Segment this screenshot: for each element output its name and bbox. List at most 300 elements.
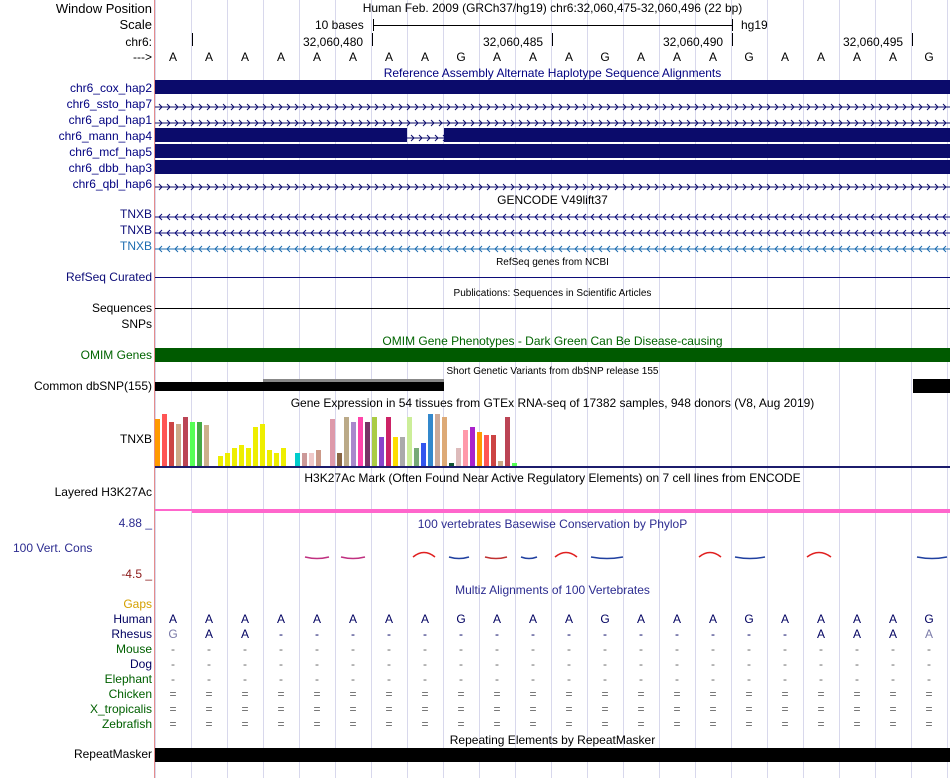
hap-bar-chr6-dbb-hap3[interactable] <box>155 160 950 174</box>
maf-base-human: A <box>348 612 357 626</box>
gene-label-tnxb-1[interactable]: TNXB <box>119 207 152 221</box>
maf-base-human: A <box>204 612 213 626</box>
maf-base-human: A <box>420 612 429 626</box>
gtex-tissue-bar[interactable] <box>183 417 188 466</box>
phylop-score-mark <box>413 553 435 558</box>
gtex-tissue-bar[interactable] <box>204 425 209 466</box>
maf-base-human: G <box>924 612 934 626</box>
title-h3k27ac: H3K27Ac Mark (Often Found Near Active Regulatory Elements) on 7 cell lines from ENCODE <box>304 471 801 485</box>
gtex-tissue-bar[interactable] <box>421 443 426 466</box>
maf-base-mouse: - <box>459 642 463 656</box>
gtex-tissue-bar[interactable] <box>414 448 419 466</box>
maf-base-rhesus: - <box>783 627 787 641</box>
maf-base-zebrafish: = <box>493 717 501 731</box>
maf-base-dog: - <box>603 657 607 671</box>
phylop-score-mark <box>807 553 831 558</box>
maf-base-x-tropicalis: = <box>385 702 393 716</box>
track-label-chr6-dbb-hap3[interactable]: chr6_dbb_hap3 <box>68 161 152 175</box>
hap-line-chr6-qbl-hap6[interactable] <box>155 180 950 188</box>
base-letter: A <box>852 50 861 64</box>
hap-line-chr6-ssto-hap7[interactable] <box>155 100 950 108</box>
phylop-score-mark <box>305 557 329 559</box>
maf-base-chicken: = <box>169 687 177 701</box>
maf-base-human: G <box>600 612 610 626</box>
maf-base-human: A <box>888 612 897 626</box>
hap-bar-chr6-cox-hap2[interactable] <box>155 80 950 94</box>
title-publications: Publications: Sequences in Scientific Articles <box>453 288 652 299</box>
maf-base-zebrafish: = <box>349 717 357 731</box>
hap-line-chr6-apd-hap1[interactable] <box>155 116 950 124</box>
maf-base-zebrafish: = <box>925 717 933 731</box>
maf-base-rhesus: - <box>459 627 463 641</box>
publications-line[interactable] <box>155 308 950 309</box>
gtex-tissue-bar[interactable] <box>428 414 433 466</box>
gencode-tnxb-2[interactable] <box>155 226 950 234</box>
maf-base-zebrafish: = <box>421 717 429 731</box>
gtex-tissue-bar[interactable] <box>260 424 265 466</box>
base-letter: G <box>924 50 934 64</box>
gtex-tissue-bar[interactable] <box>232 448 237 466</box>
gtex-bar-chart[interactable] <box>155 412 535 466</box>
maf-base-rhesus: A <box>924 627 933 641</box>
maf-base-dog: - <box>315 657 319 671</box>
gtex-tissue-bar[interactable] <box>316 450 321 466</box>
maf-label-zebrafish: Zebrafish <box>101 717 152 731</box>
base-letter: A <box>276 50 285 64</box>
maf-base-x-tropicalis: = <box>205 702 213 716</box>
maf-base-human: G <box>744 612 754 626</box>
track-label-100-vert-cons[interactable]: 100 Vert. Cons <box>13 541 93 555</box>
gtex-tissue-bar[interactable] <box>253 427 258 466</box>
maf-base-dog: - <box>207 657 211 671</box>
base-letter: A <box>780 50 789 64</box>
maf-base-mouse: - <box>351 642 355 656</box>
phylop-score-mark <box>555 553 577 558</box>
track-label-chr6-qbl-hap6[interactable]: chr6_qbl_hap6 <box>72 177 152 191</box>
gtex-tissue-bar[interactable] <box>218 456 223 466</box>
maf-base-rhesus: - <box>351 627 355 641</box>
maf-base-dog: - <box>783 657 787 671</box>
maf-base-human: A <box>276 612 285 626</box>
title-multiz: Multiz Alignments of 100 Vertebrates <box>455 583 650 597</box>
track-image[interactable] <box>155 0 950 778</box>
gtex-tissue-bar[interactable] <box>491 435 496 466</box>
maf-base-chicken: = <box>889 687 897 701</box>
phylop-score-mark <box>341 557 365 559</box>
maf-base-mouse: - <box>423 642 427 656</box>
gene-label-tnxb-3[interactable]: TNXB <box>119 239 152 253</box>
maf-base-zebrafish: = <box>709 717 717 731</box>
gtex-tissue-bar[interactable] <box>463 430 468 466</box>
title-refseq: RefSeq genes from NCBI <box>496 257 609 268</box>
maf-base-rhesus: - <box>639 627 643 641</box>
phylop-score-mark <box>591 557 623 559</box>
base-letter: A <box>816 50 825 64</box>
maf-base-human: A <box>708 612 717 626</box>
maf-base-x-tropicalis: = <box>529 702 537 716</box>
maf-label-human: Human <box>113 612 152 626</box>
ruler-tick <box>732 33 733 46</box>
maf-base-mouse: - <box>495 642 499 656</box>
title-phylop: 100 vertebrates Basewise Conservation by PhyloP <box>417 517 688 531</box>
maf-base-rhesus: - <box>675 627 679 641</box>
maf-base-dog: - <box>567 657 571 671</box>
gtex-tissue-bar[interactable] <box>274 453 279 466</box>
maf-base-rhesus: G <box>168 627 178 641</box>
maf-base-elephant: - <box>459 672 463 686</box>
maf-base-x-tropicalis: = <box>817 702 825 716</box>
maf-base-rhesus: - <box>531 627 535 641</box>
gtex-tissue-bar[interactable] <box>309 453 314 466</box>
phylop-score-mark <box>485 557 507 559</box>
gtex-tissue-bar[interactable] <box>400 437 405 466</box>
maf-base-dog: - <box>243 657 247 671</box>
gtex-tissue-bar[interactable] <box>393 437 398 466</box>
maf-base-zebrafish: = <box>565 717 573 731</box>
base-letter: A <box>564 50 573 64</box>
track-label-repeatmasker[interactable]: RepeatMasker <box>73 747 152 761</box>
maf-base-rhesus: - <box>387 627 391 641</box>
maf-base-dog: - <box>495 657 499 671</box>
maf-base-rhesus: A <box>888 627 897 641</box>
maf-base-dog: - <box>423 657 427 671</box>
gtex-tissue-bar[interactable] <box>197 422 202 466</box>
chrom-label: chr6: <box>125 35 152 49</box>
phylop-score-mark <box>917 557 947 559</box>
base-letter: A <box>672 50 681 64</box>
gtex-tissue-bar[interactable] <box>190 422 195 466</box>
hap-bar-chr6-mann-hap4-left[interactable] <box>155 128 407 142</box>
assembly-label: hg19 <box>741 18 768 32</box>
maf-base-elephant: - <box>603 672 607 686</box>
gtex-baseline <box>155 466 950 468</box>
title-omim: OMIM Gene Phenotypes - Dark Green Can Be Disease-causing <box>382 334 723 348</box>
maf-base-chicken: = <box>673 687 681 701</box>
maf-base-mouse: - <box>891 642 895 656</box>
maf-base-dog: - <box>279 657 283 671</box>
title-dbsnp: Short Genetic Variants from dbSNP release 155 <box>446 366 659 377</box>
maf-base-elephant: - <box>315 672 319 686</box>
maf-base-zebrafish: = <box>637 717 645 731</box>
gtex-tissue-bar[interactable] <box>456 448 461 466</box>
maf-base-dog: - <box>171 657 175 671</box>
gtex-tissue-bar[interactable] <box>379 437 384 466</box>
phylop-min-label: -4.5 _ <box>121 567 152 581</box>
base-letter: G <box>744 50 754 64</box>
maf-label-elephant: Elephant <box>104 672 152 686</box>
maf-base-zebrafish: = <box>277 717 285 731</box>
maf-base-elephant: - <box>243 672 247 686</box>
maf-base-rhesus: - <box>711 627 715 641</box>
track-label-chr6-ssto-hap7[interactable]: chr6_ssto_hap7 <box>66 97 152 111</box>
omim-gene-bar[interactable] <box>155 348 950 362</box>
maf-base-x-tropicalis: = <box>925 702 933 716</box>
scale-bar-left-tick <box>373 19 374 31</box>
repeatmasker-bar[interactable] <box>155 748 950 762</box>
maf-base-x-tropicalis: = <box>601 702 609 716</box>
maf-base-mouse: - <box>783 642 787 656</box>
maf-base-zebrafish: = <box>673 717 681 731</box>
maf-base-x-tropicalis: = <box>493 702 501 716</box>
gtex-tissue-bar[interactable] <box>239 445 244 466</box>
base-letter: A <box>384 50 393 64</box>
arrow-label: ---> <box>133 50 152 64</box>
maf-base-elephant: - <box>207 672 211 686</box>
maf-base-mouse: - <box>927 642 931 656</box>
base-letter: G <box>600 50 610 64</box>
maf-base-x-tropicalis: = <box>421 702 429 716</box>
phylop-score-mark <box>735 557 765 559</box>
track-label-layered-h3k27ac[interactable]: Layered H3K27Ac <box>54 485 152 499</box>
gtex-tissue-bar[interactable] <box>155 419 160 466</box>
gtex-tissue-bar[interactable] <box>295 453 300 466</box>
gtex-tissue-bar[interactable] <box>288 453 293 466</box>
base-letter: A <box>888 50 897 64</box>
track-label-refseq-curated[interactable]: RefSeq Curated <box>65 270 152 284</box>
ruler-tick-label: 32,060,480 <box>303 35 364 49</box>
maf-base-dog: - <box>927 657 931 671</box>
scale-bar-right-tick <box>732 19 733 31</box>
maf-base-human: A <box>312 612 321 626</box>
maf-label-dog: Dog <box>129 657 152 671</box>
h3k27ac-signal[interactable] <box>192 509 950 513</box>
base-letter: A <box>420 50 429 64</box>
maf-base-chicken: = <box>493 687 501 701</box>
ruler-tick-label: 32,060,490 <box>663 35 724 49</box>
track-label-omim-genes[interactable]: OMIM Genes <box>80 348 152 362</box>
maf-label-rhesus: Rhesus <box>111 627 152 641</box>
maf-base-chicken: = <box>241 687 249 701</box>
hap-bar-chr6-mann-hap4-right[interactable] <box>444 128 950 142</box>
maf-base-elephant: - <box>531 672 535 686</box>
maf-base-x-tropicalis: = <box>781 702 789 716</box>
maf-base-dog: - <box>819 657 823 671</box>
ruler-tick <box>912 33 913 46</box>
dbsnp-bar-right[interactable] <box>913 379 950 393</box>
maf-base-mouse: - <box>207 642 211 656</box>
title-gencode: GENCODE V49lift37 <box>497 193 608 207</box>
maf-base-chicken: = <box>205 687 213 701</box>
maf-base-chicken: = <box>745 687 753 701</box>
maf-base-elephant: - <box>891 672 895 686</box>
gtex-tissue-bar[interactable] <box>302 453 307 466</box>
gencode-tnxb-3[interactable] <box>155 242 950 250</box>
maf-base-elephant: - <box>783 672 787 686</box>
maf-base-zebrafish: = <box>313 717 321 731</box>
maf-base-dog: - <box>855 657 859 671</box>
maf-label-mouse: Mouse <box>115 642 152 656</box>
base-letter: A <box>528 50 537 64</box>
maf-base-x-tropicalis: = <box>349 702 357 716</box>
base-letter: A <box>708 50 717 64</box>
gtex-tissue-bar[interactable] <box>407 417 412 466</box>
maf-base-dog: - <box>459 657 463 671</box>
gtex-tissue-bar[interactable] <box>344 417 349 466</box>
maf-base-x-tropicalis: = <box>457 702 465 716</box>
track-label-chr6-cox-hap2[interactable]: chr6_cox_hap2 <box>69 81 152 95</box>
base-letter: A <box>492 50 501 64</box>
maf-base-chicken: = <box>565 687 573 701</box>
maf-base-zebrafish: = <box>169 717 177 731</box>
maf-base-rhesus: - <box>747 627 751 641</box>
maf-base-human: A <box>168 612 177 626</box>
track-label-chr6-mann-hap4[interactable]: chr6_mann_hap4 <box>58 129 152 143</box>
maf-base-mouse: - <box>387 642 391 656</box>
maf-base-elephant: - <box>387 672 391 686</box>
maf-base-chicken: = <box>385 687 393 701</box>
maf-base-elephant: - <box>819 672 823 686</box>
maf-base-human: A <box>384 612 393 626</box>
maf-base-x-tropicalis: = <box>277 702 285 716</box>
gtex-tissue-bar[interactable] <box>169 422 174 466</box>
maf-base-dog: - <box>711 657 715 671</box>
gtex-tissue-bar[interactable] <box>484 435 489 466</box>
dbsnp-variant-marker[interactable] <box>263 379 444 382</box>
maf-base-zebrafish: = <box>745 717 753 731</box>
maf-base-mouse: - <box>639 642 643 656</box>
gtex-tissue-bar[interactable] <box>281 448 286 466</box>
maf-base-mouse: - <box>243 642 247 656</box>
gtex-tissue-bar[interactable] <box>246 448 251 466</box>
dbsnp-bar-left[interactable] <box>155 382 444 391</box>
scale-bar <box>373 25 733 26</box>
gtex-tissue-bar[interactable] <box>505 417 510 466</box>
maf-base-dog: - <box>351 657 355 671</box>
maf-base-chicken: = <box>601 687 609 701</box>
gtex-tissue-bar[interactable] <box>365 422 370 466</box>
maf-base-mouse: - <box>855 642 859 656</box>
maf-base-dog: - <box>675 657 679 671</box>
maf-base-dog: - <box>747 657 751 671</box>
maf-base-x-tropicalis: = <box>565 702 573 716</box>
base-letter: A <box>168 50 177 64</box>
title-repeatmasker: Repeating Elements by RepeatMasker <box>449 733 656 747</box>
hap-bar-chr6-mcf-hap5[interactable] <box>155 144 950 158</box>
gene-label-tnxb-2[interactable]: TNXB <box>119 223 152 237</box>
title-alt-haplotypes: Reference Assembly Alternate Haplotype Sequence Alignments <box>383 66 722 80</box>
maf-base-zebrafish: = <box>529 717 537 731</box>
track-label-snps[interactable]: SNPs <box>121 317 152 331</box>
track-labels-panel <box>0 0 154 778</box>
gtex-tissue-bar[interactable] <box>337 453 342 466</box>
h3k27ac-signal-start <box>155 509 192 511</box>
maf-base-elephant: - <box>747 672 751 686</box>
title-gtex: Gene Expression in 54 tissues from GTEx RNA-seq of 17382 samples, 948 donors (V8, Aug 2019) <box>290 396 815 410</box>
gtex-tissue-bar[interactable] <box>225 453 230 466</box>
gtex-tissue-bar[interactable] <box>267 450 272 466</box>
base-letter: A <box>312 50 321 64</box>
phylop-conservation-plot[interactable] <box>155 540 950 570</box>
maf-base-elephant: - <box>495 672 499 686</box>
maf-base-mouse: - <box>531 642 535 656</box>
maf-base-mouse: - <box>279 642 283 656</box>
gencode-tnxb-1[interactable] <box>155 210 950 218</box>
maf-base-elephant: - <box>171 672 175 686</box>
maf-base-human: A <box>492 612 501 626</box>
scale-label: Scale <box>119 17 152 32</box>
gtex-tissue-bar[interactable] <box>351 422 356 466</box>
maf-base-elephant: - <box>927 672 931 686</box>
ruler-tick <box>372 33 373 46</box>
maf-base-chicken: = <box>277 687 285 701</box>
gtex-tissue-bar[interactable] <box>470 427 475 466</box>
ruler-start-tick <box>192 33 193 46</box>
maf-base-mouse: - <box>711 642 715 656</box>
maf-base-x-tropicalis: = <box>745 702 753 716</box>
maf-base-human: A <box>240 612 249 626</box>
maf-base-rhesus: - <box>567 627 571 641</box>
base-letter: G <box>456 50 466 64</box>
scale-text: 10 bases <box>315 18 364 32</box>
gtex-tissue-bar[interactable] <box>372 417 377 466</box>
maf-base-mouse: - <box>567 642 571 656</box>
ruler-tick-label: 32,060,495 <box>843 35 904 49</box>
maf-base-x-tropicalis: = <box>169 702 177 716</box>
maf-base-chicken: = <box>925 687 933 701</box>
track-label-gtex-tnxb[interactable]: TNXB <box>119 432 152 446</box>
gtex-tissue-bar[interactable] <box>162 414 167 466</box>
gtex-tissue-bar[interactable] <box>176 424 181 466</box>
gtex-tissue-bar[interactable] <box>435 414 440 466</box>
maf-base-mouse: - <box>315 642 319 656</box>
track-label-chr6-mcf-hap5[interactable]: chr6_mcf_hap5 <box>69 145 152 159</box>
maf-base-rhesus: - <box>315 627 319 641</box>
maf-base-human: A <box>852 612 861 626</box>
maf-base-chicken: = <box>529 687 537 701</box>
gtex-tissue-bar[interactable] <box>330 419 335 466</box>
maf-base-chicken: = <box>421 687 429 701</box>
maf-base-dog: - <box>387 657 391 671</box>
refseq-line[interactable] <box>155 277 950 278</box>
maf-base-zebrafish: = <box>817 717 825 731</box>
maf-base-elephant: - <box>711 672 715 686</box>
base-letter: A <box>348 50 357 64</box>
maf-base-chicken: = <box>781 687 789 701</box>
maf-base-rhesus: A <box>852 627 861 641</box>
track-label-sequences[interactable]: Sequences <box>91 301 152 315</box>
maf-base-x-tropicalis: = <box>673 702 681 716</box>
maf-base-rhesus: - <box>495 627 499 641</box>
maf-base-human: A <box>780 612 789 626</box>
gtex-tissue-bar[interactable] <box>358 417 363 466</box>
maf-base-zebrafish: = <box>241 717 249 731</box>
track-label-chr6-apd-hap1[interactable]: chr6_apd_hap1 <box>68 113 152 127</box>
gtex-tissue-bar[interactable] <box>442 417 447 466</box>
maf-base-rhesus: - <box>423 627 427 641</box>
track-label-common-dbsnp[interactable]: Common dbSNP(155) <box>33 379 152 393</box>
maf-base-zebrafish: = <box>457 717 465 731</box>
hap-gap-chr6-mann-hap4[interactable] <box>407 131 444 139</box>
maf-base-human: A <box>816 612 825 626</box>
maf-label-chicken: Chicken <box>108 687 152 701</box>
phylop-score-mark <box>521 557 537 559</box>
maf-base-chicken: = <box>853 687 861 701</box>
maf-base-chicken: = <box>457 687 465 701</box>
maf-base-x-tropicalis: = <box>889 702 897 716</box>
ruler-tick-label: 32,060,485 <box>483 35 544 49</box>
maf-base-rhesus: A <box>204 627 213 641</box>
maf-label-x-tropicalis: X_tropicalis <box>89 702 152 716</box>
gtex-tissue-bar[interactable] <box>386 417 391 466</box>
maf-base-mouse: - <box>171 642 175 656</box>
maf-base-rhesus: A <box>240 627 249 641</box>
base-letter: A <box>636 50 645 64</box>
maf-base-x-tropicalis: = <box>637 702 645 716</box>
maf-base-elephant: - <box>423 672 427 686</box>
gtex-tissue-bar[interactable] <box>477 432 482 466</box>
maf-base-zebrafish: = <box>889 717 897 731</box>
maf-base-rhesus: - <box>603 627 607 641</box>
